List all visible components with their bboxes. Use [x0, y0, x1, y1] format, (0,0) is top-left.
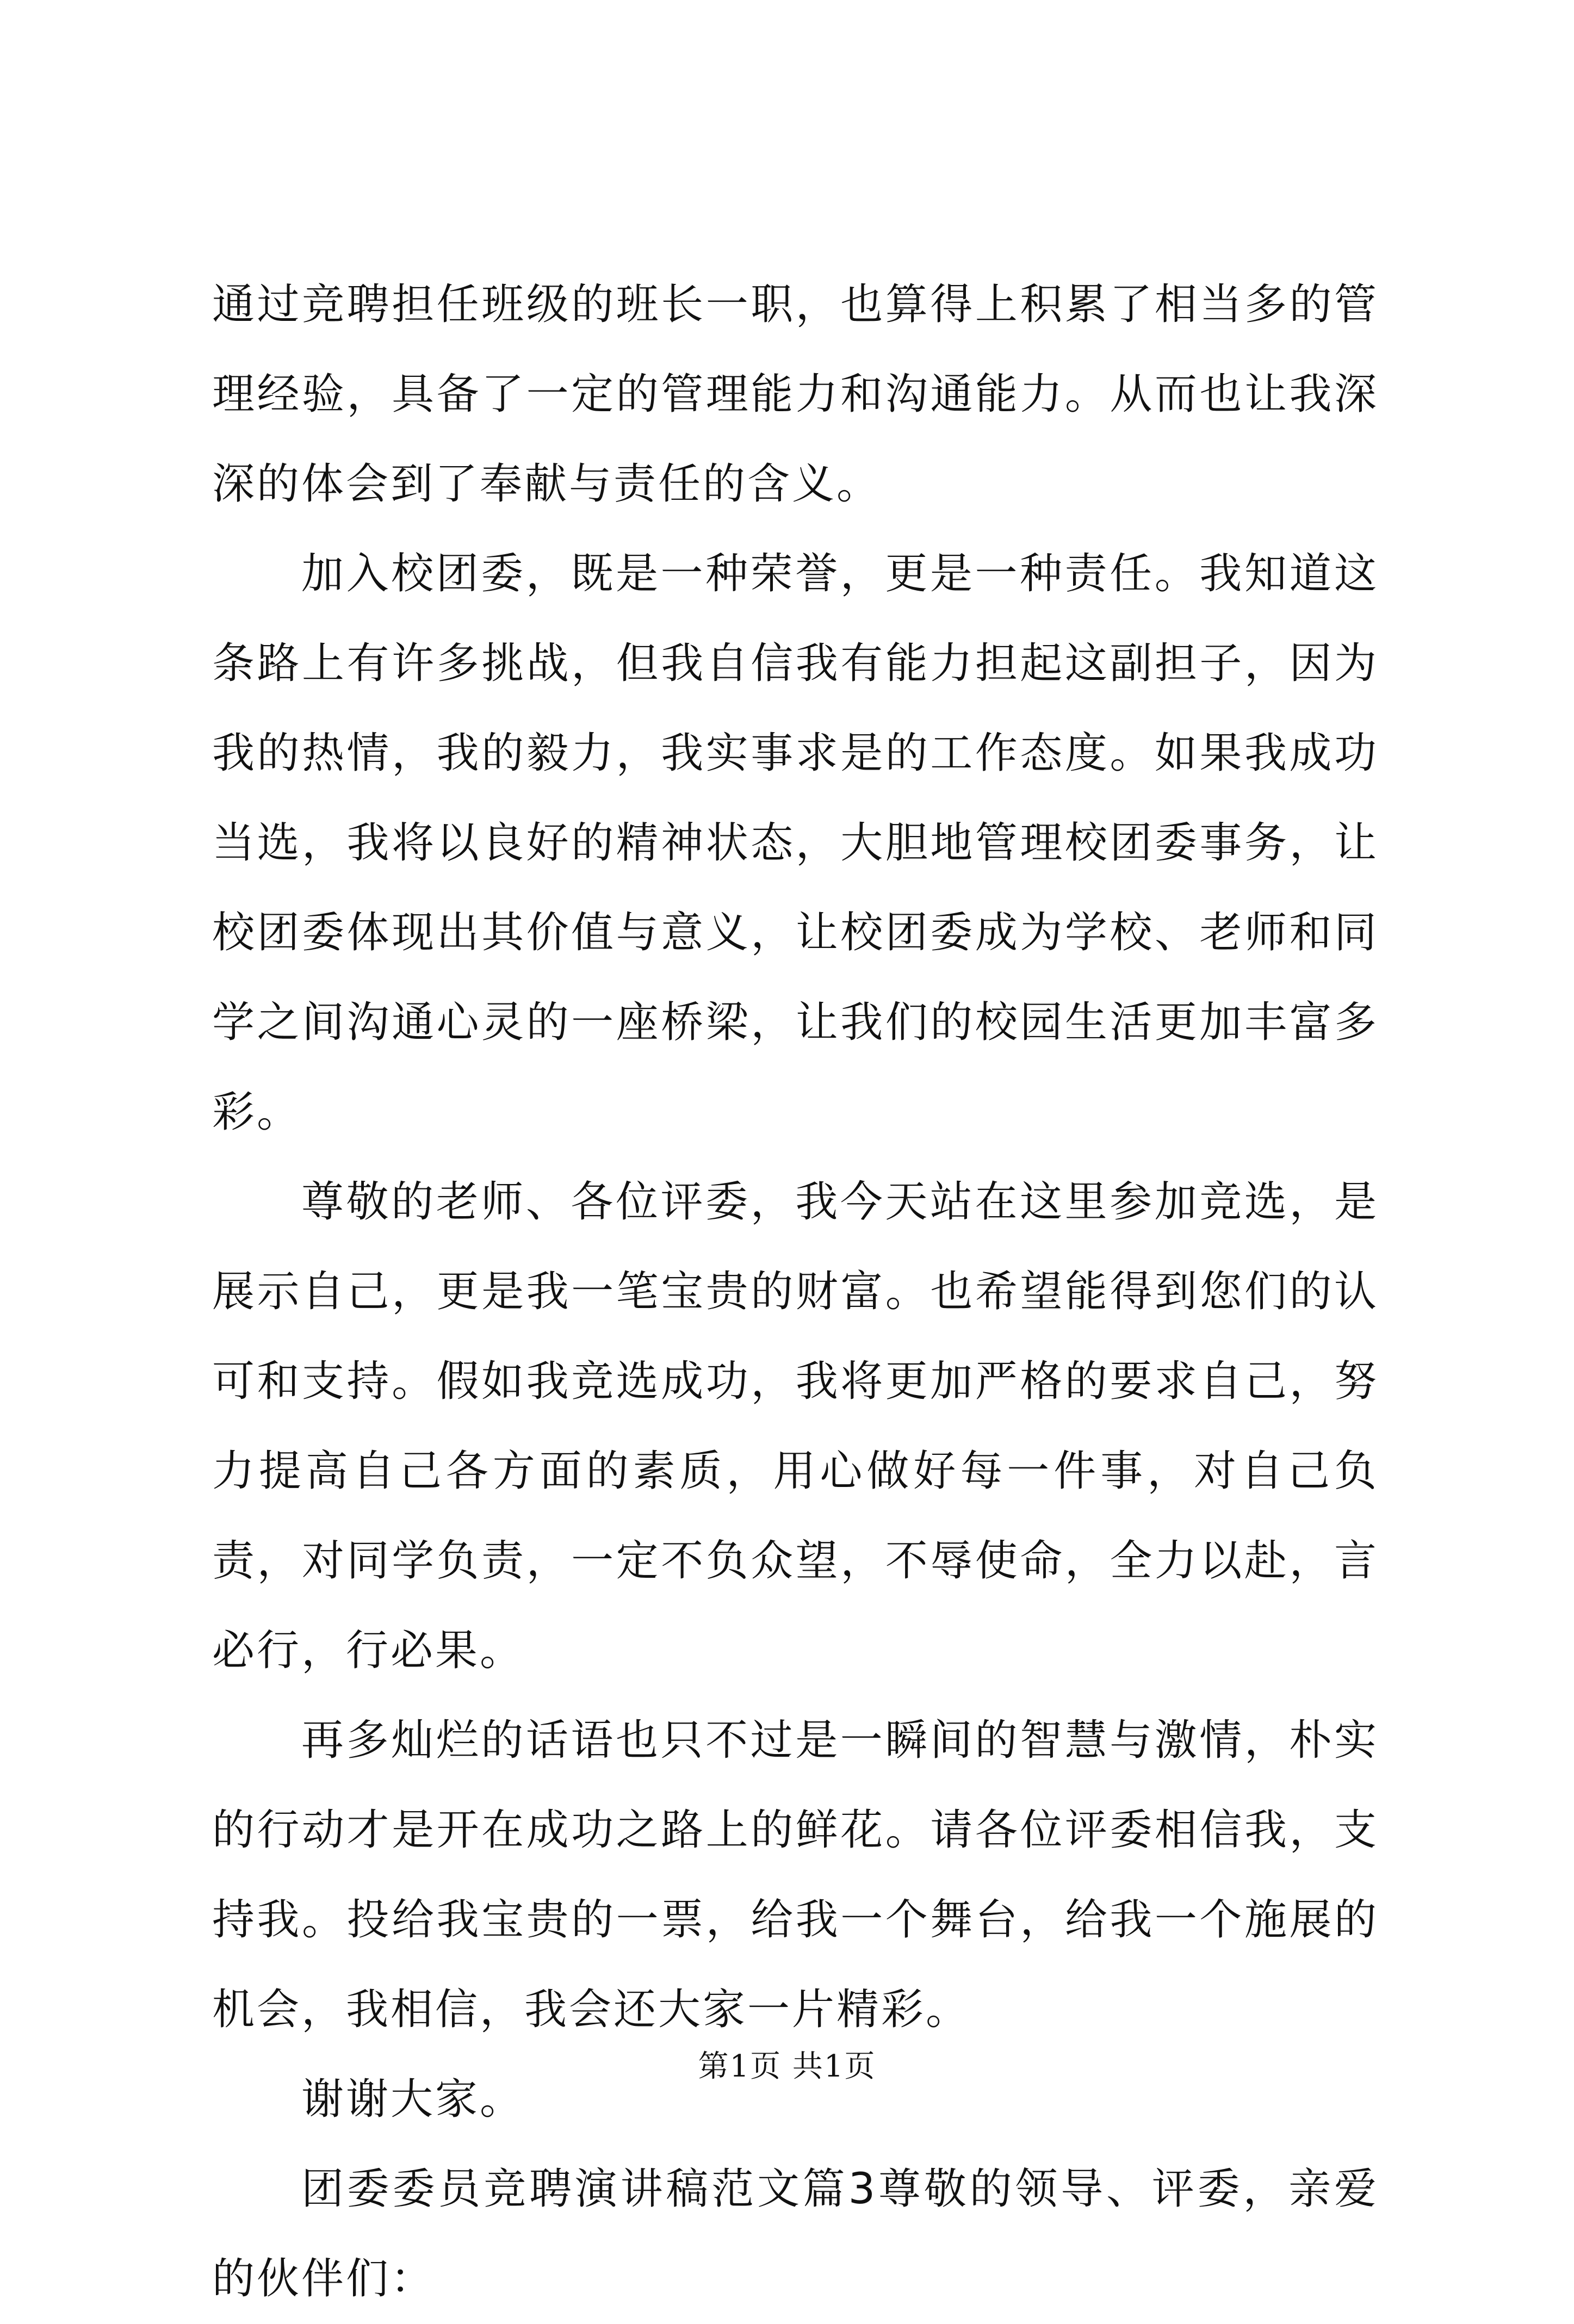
page-footer: 第1页 共1页 — [698, 2049, 876, 2084]
paragraph: 尊敬的老师、各位评委，我今天站在这里参加竞选，是展示自己，更是我一笔宝贵的财富。也希望能得到您们的认可和支持。假如我竞选成功，我将更加严格的要求自己，努力提高自己各方面的素质，用心做好每一件事，对自己负责，对同学负责，一定不负众望，不辱使命，全力以赴，言必行，行必果。 — [212, 1178, 1379, 1675]
document-body — [212, 260, 1379, 2324]
paragraph: 团委委员竞聘演讲稿范文篇3尊敬的领导、评委，亲爱的伙伴们： — [212, 2165, 1379, 2303]
paragraph: 加入校团委，既是一种荣誉，更是一种责任。我知道这条路上有许多挑战，但我自信我有能力担起这副担子，因为我的热情，我的毅力，我实事求是的工作态度。如果我成功当选，我将以良好的精神状态，大胆地管理校团委事务，让校团委体现出其价值与意义，让校团委成为学校、老师和同学之间沟通心灵的一座桥梁，让我们的校园生活更加丰富多彩。 — [212, 549, 1379, 1137]
paragraph: 谢谢大家。 — [301, 2075, 525, 2124]
paragraph: 通过竞聘担任班级的班长一职，也算得上积累了相当多的管理经验，具备了一定的管理能力和沟通能力。从而也让我深深的体会到了奉献与责任的含义。 — [212, 280, 1379, 509]
paragraph: 再多灿烂的话语也只不过是一瞬间的智慧与激情，朴实的行动才是开在成功之路上的鲜花。请各位评委相信我，支持我。投给我宝贵的一票，给我一个舞台，给我一个施展的机会，我相信，我会还大家一片精彩。 — [212, 1716, 1379, 2034]
